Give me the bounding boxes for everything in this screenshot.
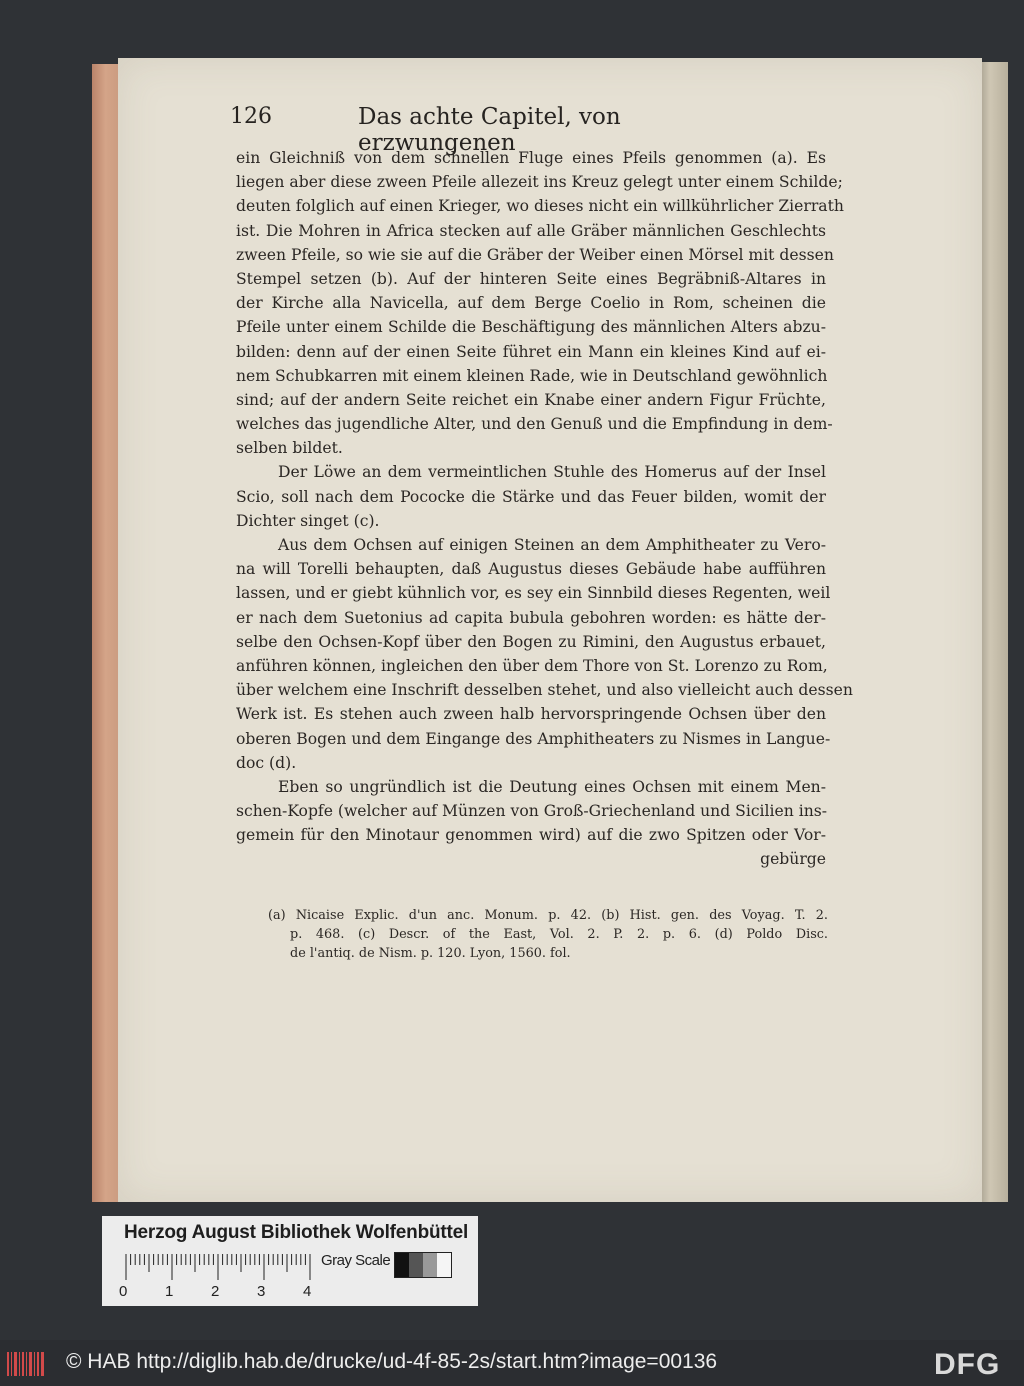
footnote-line: p. 468. (c) Descr. of the East, Vol. 2. P. 2. p. 6. (d) Poldo Disc.	[290, 927, 828, 942]
text-line: welches das jugendliche Alter, und den Genuß und die Empfindung in dem-	[236, 415, 833, 434]
text-line: gemein für den Minotaur genommen wird) auf die zwo Spitzen oder Vor-	[236, 826, 826, 845]
text-line: Dichter singet (c).	[236, 511, 380, 530]
text-line: Der Löwe an dem vermeintlichen Stuhle des Homerus auf der Insel	[278, 463, 826, 482]
text-line: doc (d).	[236, 753, 297, 772]
text-line: selben bildet.	[236, 439, 343, 458]
footnotes	[268, 906, 828, 963]
gray-scale-label: Gray Scale	[321, 1252, 391, 1269]
text-line: Werk ist. Es stehen auch zween halb hervorspringende Ochsen über den	[236, 705, 826, 724]
page-number: 126	[230, 104, 272, 129]
body-text	[236, 146, 853, 872]
text-line: gebürge	[760, 850, 826, 869]
text-line: liegen aber diese zween Pfeile allezeit ins Kreuz gelegt unter einem Schilde;	[236, 173, 843, 192]
text-line: lassen, und er giebt kühnlich vor, es sey ein Sinnbild dieses Regenten, weil	[236, 584, 831, 603]
barcode-icon	[6, 1350, 46, 1378]
ruler-number: 4	[303, 1283, 312, 1300]
text-line: na will Torelli behaupten, daß Augustus dieses Gebäude habe aufführen	[236, 560, 826, 579]
ruler-number: 3	[257, 1283, 266, 1300]
footnote-line: de l'antiq. de Nism. p. 120. Lyon, 1560. fol.	[290, 946, 571, 961]
library-name: Herzog August Bibliothek Wolfenbüttel	[124, 1222, 469, 1243]
footnote-line: (a) Nicaise Explic. d'un anc. Monum. p. 42. (b) Hist. gen. des Voyag. T. 2.	[268, 908, 828, 923]
ruler-number: 2	[211, 1283, 220, 1300]
text-line: Aus dem Ochsen auf einigen Steinen an dem Amphitheater zu Vero-	[278, 536, 826, 554]
text-line: Pfeile unter einem Schilde die Beschäftigung des männlichen Alters abzu-	[236, 318, 826, 337]
text-line: schen-Kopfe (welcher auf Münzen von Groß-Griechenland und Sicilien ins-	[236, 802, 828, 821]
text-line: er nach dem Suetonius ad capita bubula gebohren worden: es hätte der-	[236, 608, 826, 627]
ruler-numbers	[119, 1283, 319, 1301]
text-line: oberen Bogen und dem Eingange des Amphitheaters zu Nismes in Langue-	[236, 729, 831, 748]
text-line: deuten folglich auf einen Krieger, wo dieses nicht ein willkührlicher Zierrath	[236, 197, 844, 216]
text-line: sind; auf der andern Seite reichet ein Knabe einer andern Figur Früchte,	[236, 390, 826, 409]
text-line: anführen können, ingleichen den über dem Thore von St. Lorenzo zu Rom,	[236, 656, 828, 675]
text-line: Eben so ungründlich ist die Deutung eines Ochsen mit einem Men-	[278, 777, 826, 796]
text-line: ein Gleichniß von dem schnellen Fluge eines Pfeils genommen (a). Es	[236, 149, 826, 167]
copyright-link[interactable]: © HAB http://diglib.hab.de/drucke/ud-4f-85-2s/start.htm?image=00136	[66, 1350, 718, 1373]
text-line: nem Schubkarren mit einem kleinen Rade, wie in Deutschland gewöhnlich	[236, 366, 828, 385]
text-line: zween Pfeile, so wie sie auf die Gräber der Weiber einen Mörsel mit dessen	[236, 245, 834, 264]
text-line: ist. Die Mohren in Africa stecken auf alle Gräber männlichen Geschlechts	[236, 221, 826, 240]
facing-page-edge	[978, 62, 1008, 1202]
dfg-logo: DFG	[934, 1348, 1001, 1381]
text-line: Scio, soll nach dem Pococke die Stärke und das Feuer bilden, womit der	[236, 487, 826, 506]
running-title: Das achte Capitel, von erzwungenen	[358, 104, 621, 156]
text-line: selbe den Ochsen-Kopf über den Bogen zu Rimini, den Augustus erbauet,	[236, 632, 826, 651]
gray-scale-swatch	[394, 1252, 452, 1278]
text-line: Stempel setzen (b). Auf der hinteren Seite eines Begräbniß-Altares in	[236, 269, 826, 288]
text-line: bilden: denn auf der einen Seite führet ein Mann ein kleines Kind auf ei-	[236, 342, 826, 361]
ruler-scale	[124, 1252, 314, 1280]
text-line: über welchem eine Inschrift desselben stehet, und also vielleicht auch dessen	[236, 681, 853, 700]
ruler-number: 1	[165, 1283, 174, 1300]
text-line: der Kirche alla Navicella, auf dem Berge Coelio in Rom, scheinen die	[236, 294, 826, 313]
ruler-number: 0	[119, 1283, 128, 1300]
page-header	[230, 104, 760, 156]
